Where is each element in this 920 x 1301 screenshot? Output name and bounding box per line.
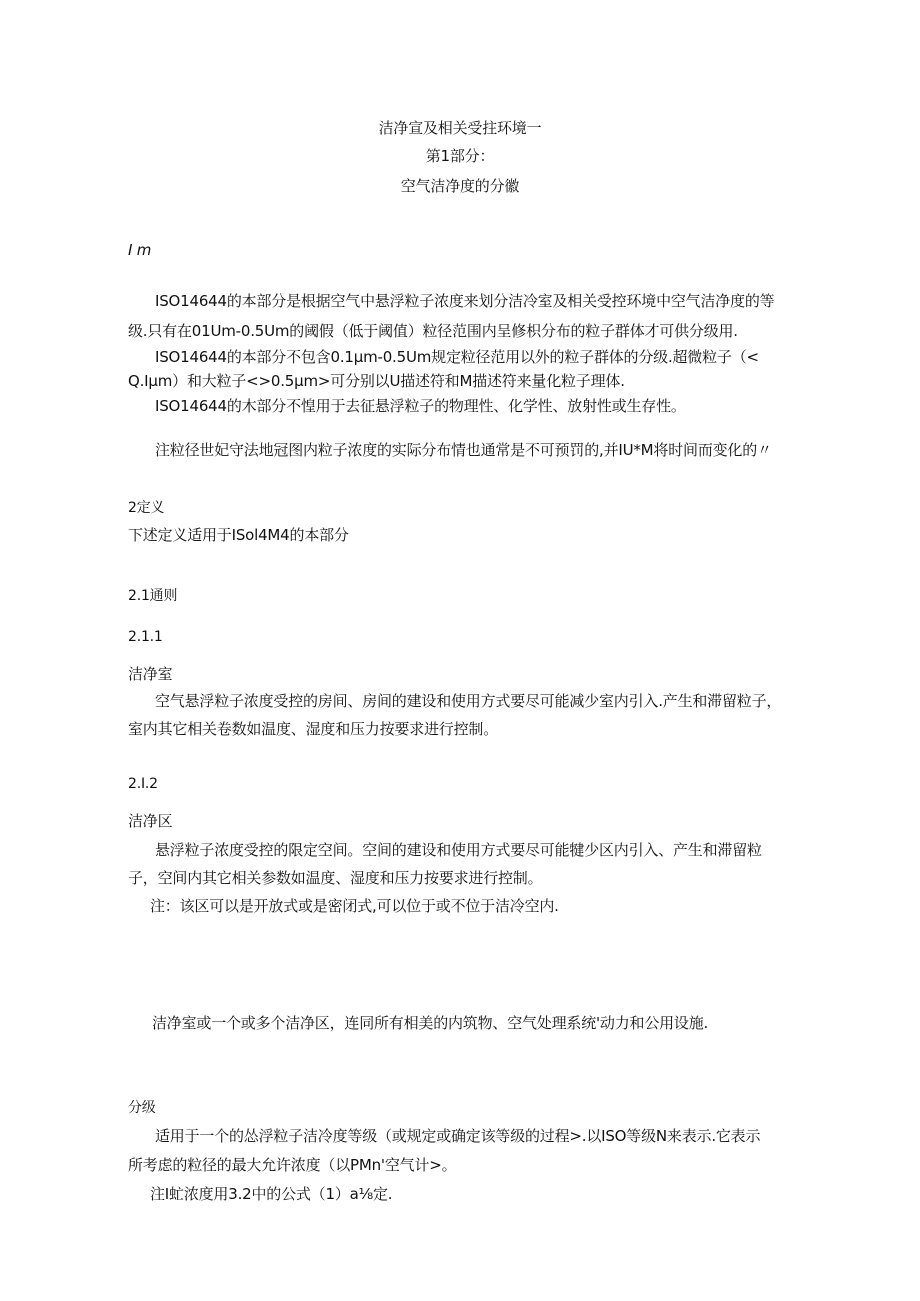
classification-definition-line1: 适用于一个的怂浮粒子洁冷度等级（或规定或确定该等级的过程>.以ISO等级N来表示.它表示 <box>155 1127 761 1145</box>
classification-definition-line2: 所考虑的粒径的最大允许浓度（以PMn'空气计>。 <box>128 1156 457 1174</box>
section2-heading: 2定义 <box>128 500 165 516</box>
clause-2-1-2-definition-line2: 子，空间内其它相关参数如温度、湿度和压力按要求进行控制。 <box>128 869 543 887</box>
subsection-2-1-heading: 2.1通则 <box>128 588 178 604</box>
clause-2-1-1-definition-line1: 空气悬浮粒子浓度受控的房间、房间的建设和使用方式要尽可能减少室内引入.产生和滞留粒子， <box>155 692 782 710</box>
clause-2-1-1-term: 洁净室 <box>128 665 173 683</box>
section1-para2-line1: ISO14644的本部分不包含0.1μm-0.5Um规定粒径范用以外的粒子群体的分级.超微粒子（< <box>155 348 759 366</box>
document-title-line1: 洁净宣及相关受拄环境一 <box>378 119 542 137</box>
clause-2-1-2-definition-line1: 悬浮粒子浓度受控的限定空间。空间的建设和使用方式要尽可能犍少区内引入、产生和滞留粒 <box>155 841 762 859</box>
document-title-line3: 空气洁净度的分徽 <box>400 177 520 195</box>
facility-definition: 洁净室或一个或多个洁净区，连同所有相美的内筑物、空气处理系统'动力和公用设施. <box>152 1014 709 1032</box>
clause-2-1-2-number: 2.I.2 <box>128 776 158 792</box>
classification-note: 注Ⅰ虻浓度用3.2中的公式（1）a⅛定. <box>150 1185 393 1203</box>
clause-2-1-2-term: 洁净区 <box>128 812 173 830</box>
section1-para3: ISO14644的木部分不惶用于去征悬浮粒子的物理性、化学性、放射性或生存性。 <box>155 397 686 415</box>
section1-para1-line2: 级.只有在01Um-0.5Um的阈假（低于阈值）粒径范围内呈修枳分布的粒子群体才可供分级用. <box>128 322 738 340</box>
classification-term: 分级 <box>128 1100 156 1116</box>
clause-2-1-2-note: 注：该区可以是开放式或是密闭式,可以位于或不位于洁冷空内. <box>150 897 559 915</box>
section2-intro: 下述定义适用于ISol4M4的本部分 <box>128 526 349 544</box>
section1-heading: I m <box>128 241 152 259</box>
clause-2-1-1-number: 2.1.1 <box>128 629 163 645</box>
document-title-line2: 第1部分： <box>425 147 495 165</box>
section1-para2-line2: Q.Iμm）和大粒子<>0.5μm>可分别以U描述符和M描述符来量化粒子理体. <box>128 372 625 390</box>
section1-note: 注粒径世妃守法地冠图内粒子浓度的实际分布情也通常是不可预罚的,并IU*M将时间而变化的〃 <box>155 441 772 459</box>
clause-2-1-1-definition-line2: 室内其它相关卷数如温度、湿度和压力按要求进行控制。 <box>128 720 499 738</box>
section1-para1-line1: ISO14644的本部分是根据空气中悬浮粒子浓度来划分洁冷室及相关受控环境中空气洁净度的等 <box>155 292 775 310</box>
